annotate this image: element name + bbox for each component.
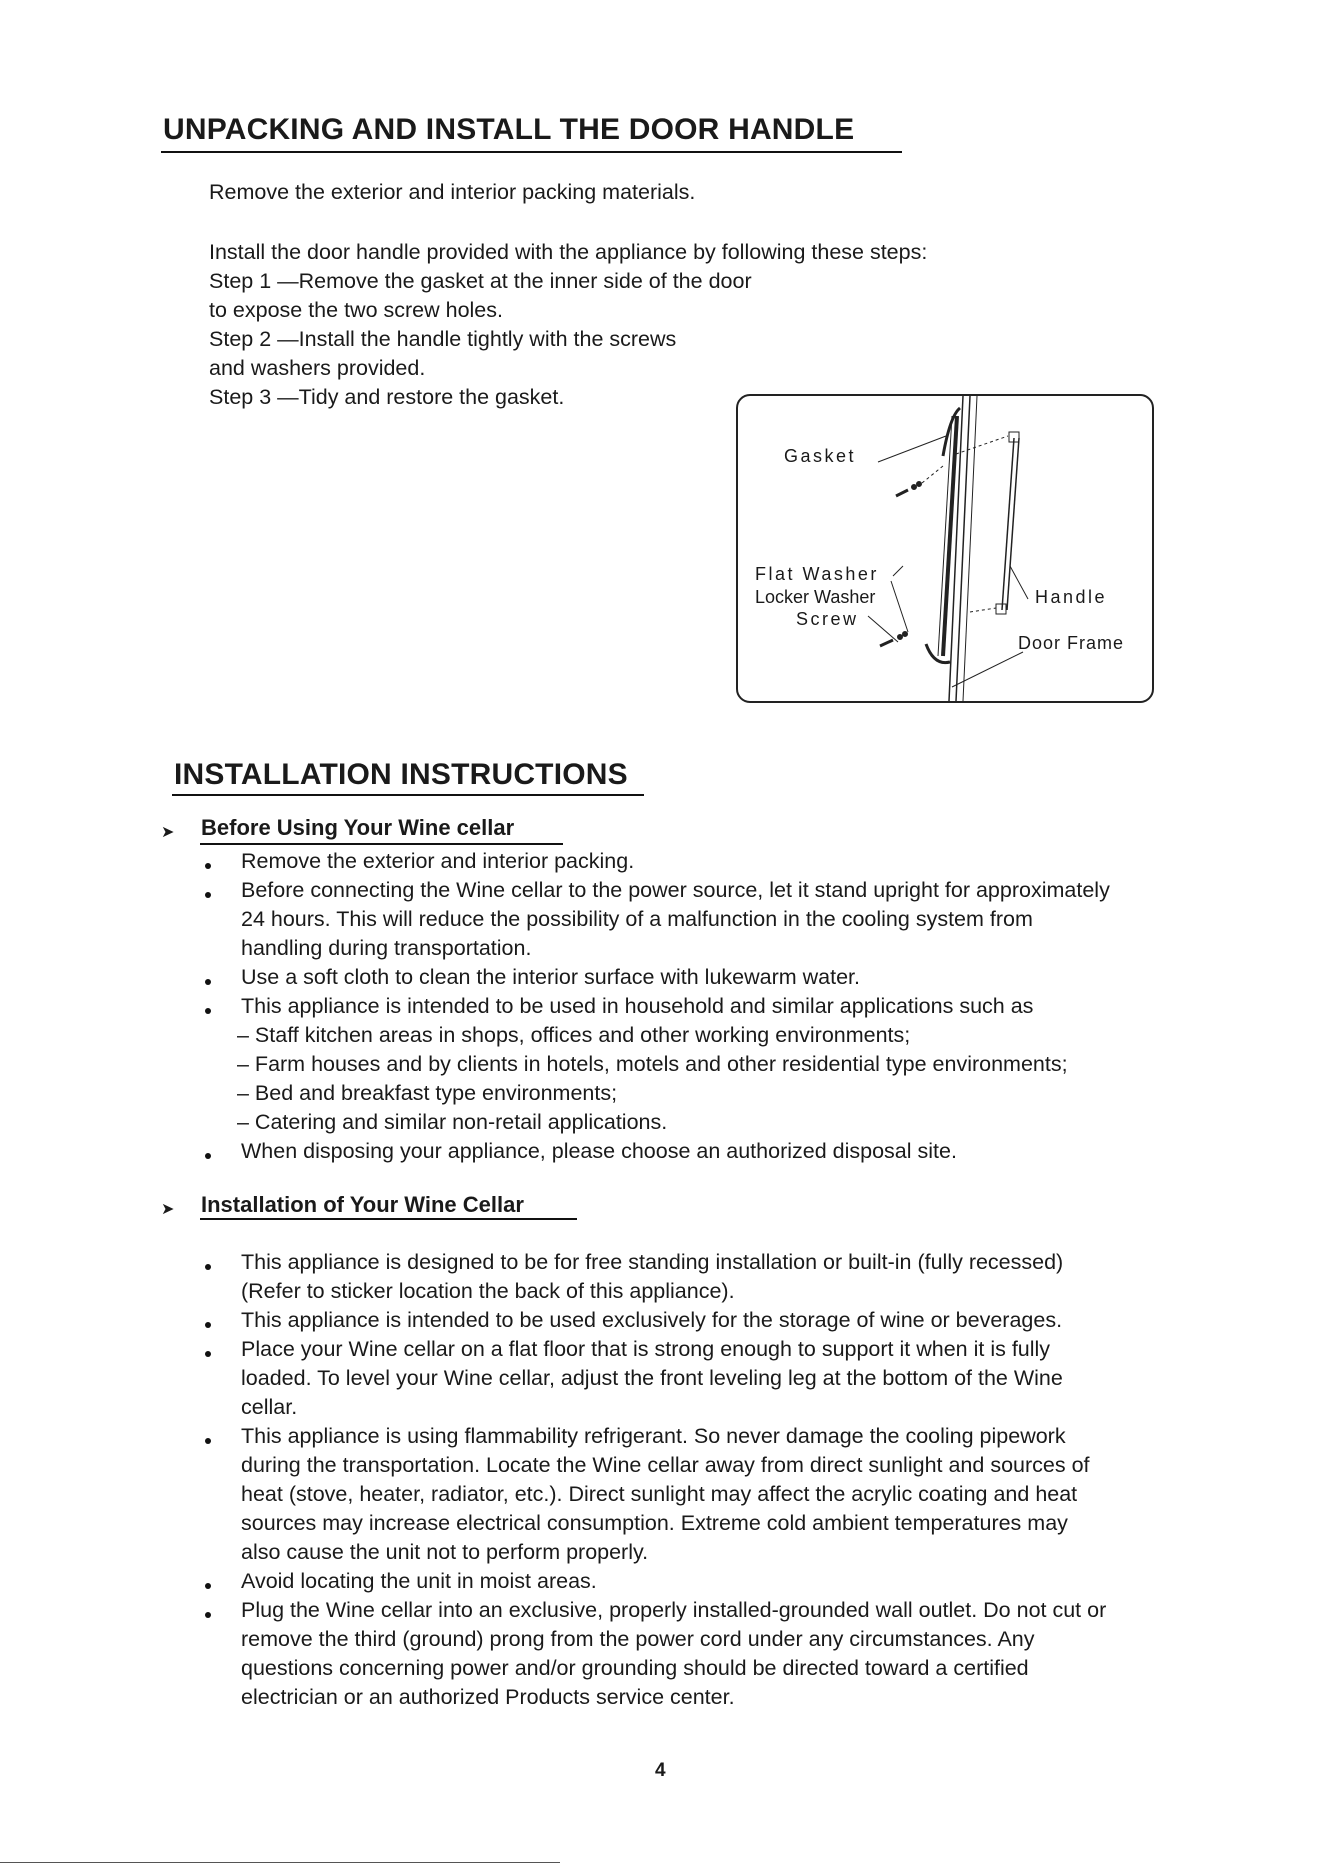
step-1-line-2: to expose the two screw holes. [209, 298, 503, 322]
subheading-installation: Installation of Your Wine Cellar [201, 1192, 524, 1217]
list-item-continuation: during the transportation. Locate the Wine cellar away from direct sunlight and sources of [241, 1453, 1090, 1477]
bullet-icon [205, 1583, 211, 1589]
install-intro-text: Install the door handle provided with the appliance by following these steps: [209, 240, 928, 264]
list-item-continuation: sources may increase electrical consumption. Extreme cold ambient temperatures may [241, 1511, 1068, 1535]
heading-underline [172, 794, 644, 796]
list-item-continuation: loaded. To level your Wine cellar, adjust the front leveling leg at the bottom of the Wine [241, 1366, 1063, 1390]
subheading-underline [200, 1218, 577, 1220]
list-item: This appliance is intended to be used in household and similar applications such as [241, 994, 1034, 1018]
list-item-continuation: cellar. [241, 1395, 298, 1419]
intro-text: Remove the exterior and interior packing materials. [209, 180, 696, 204]
label-screw: Screw [796, 609, 859, 629]
list-item: Use a soft cloth to clean the interior surface with lukewarm water. [241, 965, 860, 989]
label-handle: Handle [1035, 587, 1108, 607]
bullet-icon [205, 1612, 211, 1618]
list-item-continuation: heat (stove, heater, radiator, etc.). Direct sunlight may affect the acrylic coating and heat [241, 1482, 1078, 1506]
list-item-continuation: questions concerning power and/or grounding should be directed toward a certified [241, 1656, 1029, 1680]
list-item-continuation: electrician or an authorized Products service center. [241, 1685, 735, 1709]
list-item: This appliance is intended to be used exclusively for the storage of wine or beverages. [241, 1308, 1063, 1332]
bullet-icon [205, 979, 211, 985]
subheading-before-using: Before Using Your Wine cellar [201, 815, 515, 840]
arrow-bullet-icon: ➤ [161, 824, 175, 841]
sub-list-item: – Staff kitchen areas in shops, offices and other working environments; [237, 1023, 911, 1047]
list-item: Plug the Wine cellar into an exclusive, properly installed-grounded wall outlet. Do not cut or [241, 1598, 1107, 1622]
bullet-icon [205, 1008, 211, 1014]
bullet-icon [205, 1351, 211, 1357]
label-door-frame: Door Frame [1018, 633, 1125, 653]
bullet-icon [205, 1264, 211, 1270]
bottom-scan-line [0, 1862, 560, 1863]
list-item-continuation: handling during transportation. [241, 936, 532, 960]
list-item: When disposing your appliance, please choose an authorized disposal site. [241, 1139, 957, 1163]
bullet-icon [205, 1438, 211, 1444]
list-item: Before connecting the Wine cellar to the power source, let it stand upright for approximately [241, 878, 1110, 902]
list-item-continuation: (Refer to sticker location the back of this appliance). [241, 1279, 735, 1303]
subheading-underline [200, 843, 563, 845]
list-item: This appliance is designed to be for free standing installation or built-in (fully recessed) [241, 1250, 1064, 1274]
page-number: 4 [655, 1760, 666, 1781]
list-item-continuation: also cause the unit not to perform properly. [241, 1540, 649, 1564]
step-2-line-1: Step 2 —Install the handle tightly with the screws [209, 327, 677, 351]
arrow-bullet-icon: ➤ [161, 1201, 175, 1218]
step-2-line-2: and washers provided. [209, 356, 426, 380]
section-heading-unpacking: UNPACKING AND INSTALL THE DOOR HANDLE [163, 113, 855, 146]
list-item: Remove the exterior and interior packing. [241, 849, 635, 873]
heading-underline [161, 151, 902, 153]
list-item-continuation: remove the third (ground) prong from the power cord under any circumstances. Any [241, 1627, 1035, 1651]
bullet-icon [205, 892, 211, 898]
step-3-line: Step 3 —Tidy and restore the gasket. [209, 385, 565, 409]
list-item: This appliance is using flammability refrigerant. So never damage the cooling pipework [241, 1424, 1066, 1448]
list-item-continuation: 24 hours. This will reduce the possibility of a malfunction in the cooling system from [241, 907, 1033, 931]
bullet-icon [205, 1153, 211, 1159]
label-locker-washer: Locker Washer [755, 587, 876, 607]
list-item: Avoid locating the unit in moist areas. [241, 1569, 597, 1593]
handle-installation-diagram [736, 394, 1154, 703]
door-handle-illustration [738, 396, 1152, 701]
step-1-line-1: Step 1 —Remove the gasket at the inner side of the door [209, 269, 752, 293]
label-flat-washer: Flat Washer [755, 564, 879, 584]
sub-list-item: – Bed and breakfast type environments; [237, 1081, 618, 1105]
sub-list-item: – Catering and similar non-retail applications. [237, 1110, 668, 1134]
section-heading-installation: INSTALLATION INSTRUCTIONS [174, 758, 628, 791]
label-gasket: Gasket [784, 446, 857, 466]
bullet-icon [205, 1322, 211, 1328]
bullet-icon [205, 863, 211, 869]
sub-list-item: – Farm houses and by clients in hotels, motels and other residential type environments; [237, 1052, 1068, 1076]
list-item: Place your Wine cellar on a flat floor that is strong enough to support it when it is fully [241, 1337, 1051, 1361]
